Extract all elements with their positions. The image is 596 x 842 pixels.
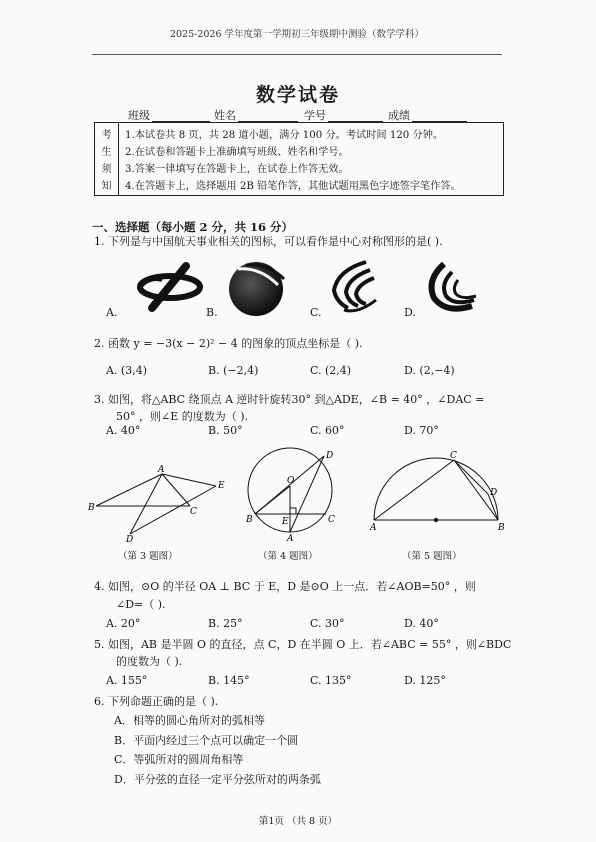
question-3-option-a: A. 40° xyxy=(106,424,141,437)
aerospace-icon-a xyxy=(134,262,206,312)
fig3-label-d: D xyxy=(126,535,134,544)
question-4-option-d: D. 40° xyxy=(404,617,439,630)
question-1-option-c: C. xyxy=(310,306,322,319)
fig3-label-c: C xyxy=(190,507,197,517)
question-6-option-a: A．相等的圆心角所对的弧相等 xyxy=(114,714,265,727)
question-5-option-d: D. 125° xyxy=(404,674,446,687)
question-5-stem-line2: 的度数为（ ). xyxy=(116,655,183,668)
question-3-stem-line2: 50° ，则∠E 的度数为（ ). xyxy=(116,410,249,423)
figure-3 xyxy=(86,464,236,544)
fig3-label-e: E xyxy=(218,481,225,491)
fig4-label-d: D xyxy=(326,451,334,461)
question-3-stem-line1: 3. 如图，将△ABC 绕顶点 A 逆时针旋转30° 到△ADE，∠B = 40° ，∠DAC = xyxy=(94,393,485,406)
class-blank xyxy=(152,110,210,122)
figure-5 xyxy=(368,450,508,530)
fig5-label-c: C xyxy=(450,451,457,461)
question-4-option-a: A. 20° xyxy=(106,617,141,630)
question-2-option-a: A. (3,4) xyxy=(106,364,148,377)
fig5-center-dot xyxy=(434,518,438,522)
question-6-option-b: B．平面内经过三个点可以确定一个圆 xyxy=(114,734,299,747)
question-3-option-c: C. 60° xyxy=(310,424,345,437)
question-1-option-b: B. xyxy=(206,306,218,319)
question-5-option-b: B. 145° xyxy=(208,674,250,687)
score-blank xyxy=(412,110,467,122)
question-6-option-c: C．等弧所对的圆周角相等 xyxy=(114,753,244,766)
fig4-label-b: B xyxy=(246,515,253,525)
notice-side-char: 生 xyxy=(101,147,112,158)
question-3-option-d: D. 70° xyxy=(404,424,439,437)
fig5-label-d: D xyxy=(490,488,498,498)
name-blank xyxy=(238,110,298,122)
question-2-stem: 2. 函数 y = −3(x − 2)² − 4 的图象的顶点坐标是（ ). xyxy=(94,337,363,350)
number-label: 学号 xyxy=(304,109,326,122)
header-rule xyxy=(92,54,502,55)
notice-side-char: 知 xyxy=(101,181,112,192)
fig4-label-e: E xyxy=(282,517,289,527)
question-5-option-a: A. 155° xyxy=(106,674,148,687)
fig4-label-o: O xyxy=(287,476,295,486)
fig4-label-a: A xyxy=(287,534,294,542)
page-header: 2025-2026 学年度第一学期初三年级期中测验（数学学科） xyxy=(169,29,425,40)
question-4-option-c: C. 30° xyxy=(310,617,345,630)
fig3-label-a: A xyxy=(158,465,165,475)
section-heading: 一、选择题（每小题 2 分，共 16 分） xyxy=(92,220,294,234)
question-2-option-d: D. (2,−4) xyxy=(404,364,455,377)
class-label: 班级 xyxy=(128,109,150,122)
question-5-option-c: C. 135° xyxy=(310,674,352,687)
question-2-option-b: B. (−2,4) xyxy=(208,364,259,377)
question-5-stem-line1: 5. 如图，AB 是半圆 O 的直径，点 C，D 在半圆 O 上．若∠ABC = 55° ，则∠BDC xyxy=(94,638,512,651)
question-2-option-c: C. (2,4) xyxy=(310,364,352,377)
question-1-option-a: A. xyxy=(106,306,118,319)
score-label: 成绩 xyxy=(388,109,410,122)
notice-side-char: 考 xyxy=(101,130,112,141)
fig5-label-b: B xyxy=(498,523,505,530)
question-6-stem: 6. 下列命题正确的是（ ). xyxy=(94,695,219,708)
question-4-stem-line1: 4. 如图，⊙O 的半径 OA ⊥ BC 于 E，D 是⊙O 上一点．若∠AOB=50° ，则 xyxy=(94,580,476,593)
question-4-stem-line2: ∠D=（ ). xyxy=(116,598,166,611)
page-footer: 第1页 （共 8 页） xyxy=(258,816,338,827)
notice-side-label xyxy=(95,123,119,195)
question-1-option-d: D. xyxy=(404,306,416,319)
aerospace-icon-d xyxy=(422,258,484,316)
fig3-label-b: B xyxy=(88,503,95,513)
notice-item: 3.答案一律填写在答题卡上，在试卷上作答无效。 xyxy=(125,164,349,175)
figure-5-caption: （第 5 题图） xyxy=(402,551,462,562)
aerospace-icon-c xyxy=(326,256,384,316)
fig5-label-a: A xyxy=(370,523,377,530)
notice-item: 2.在试卷和答题卡上准确填写班级、姓名和学号。 xyxy=(125,147,349,158)
figure-3-caption: （第 3 题图） xyxy=(118,551,178,562)
number-blank xyxy=(328,110,383,122)
aerospace-icon-b xyxy=(224,255,288,319)
question-4-option-b: B. 25° xyxy=(208,617,243,630)
question-1-stem: 1. 下列是与中国航天事业相关的图标，可以看作是中心对称图形的是( ). xyxy=(94,235,443,248)
notice-item: 4.在答题卡上，选择题用 2B 铅笔作答，其他试题用黑色字迹签字笔作答。 xyxy=(125,181,461,192)
exam-title: 数学试卷 xyxy=(255,84,340,106)
notice-side-char: 须 xyxy=(101,164,112,175)
notice-box xyxy=(94,122,504,196)
question-3-option-b: B. 50° xyxy=(208,424,243,437)
fig4-label-c: C xyxy=(328,515,335,525)
figure-4 xyxy=(240,438,344,542)
question-6-option-d: D．平分弦的直径一定平分弦所对的两条弧 xyxy=(114,773,321,786)
notice-item: 1.本试卷共 8 页，共 28 道小题，满分 100 分。考试时间 120 分钟。 xyxy=(125,130,444,141)
figure-4-caption: （第 4 题图） xyxy=(258,551,318,562)
name-label: 姓名 xyxy=(214,109,236,122)
